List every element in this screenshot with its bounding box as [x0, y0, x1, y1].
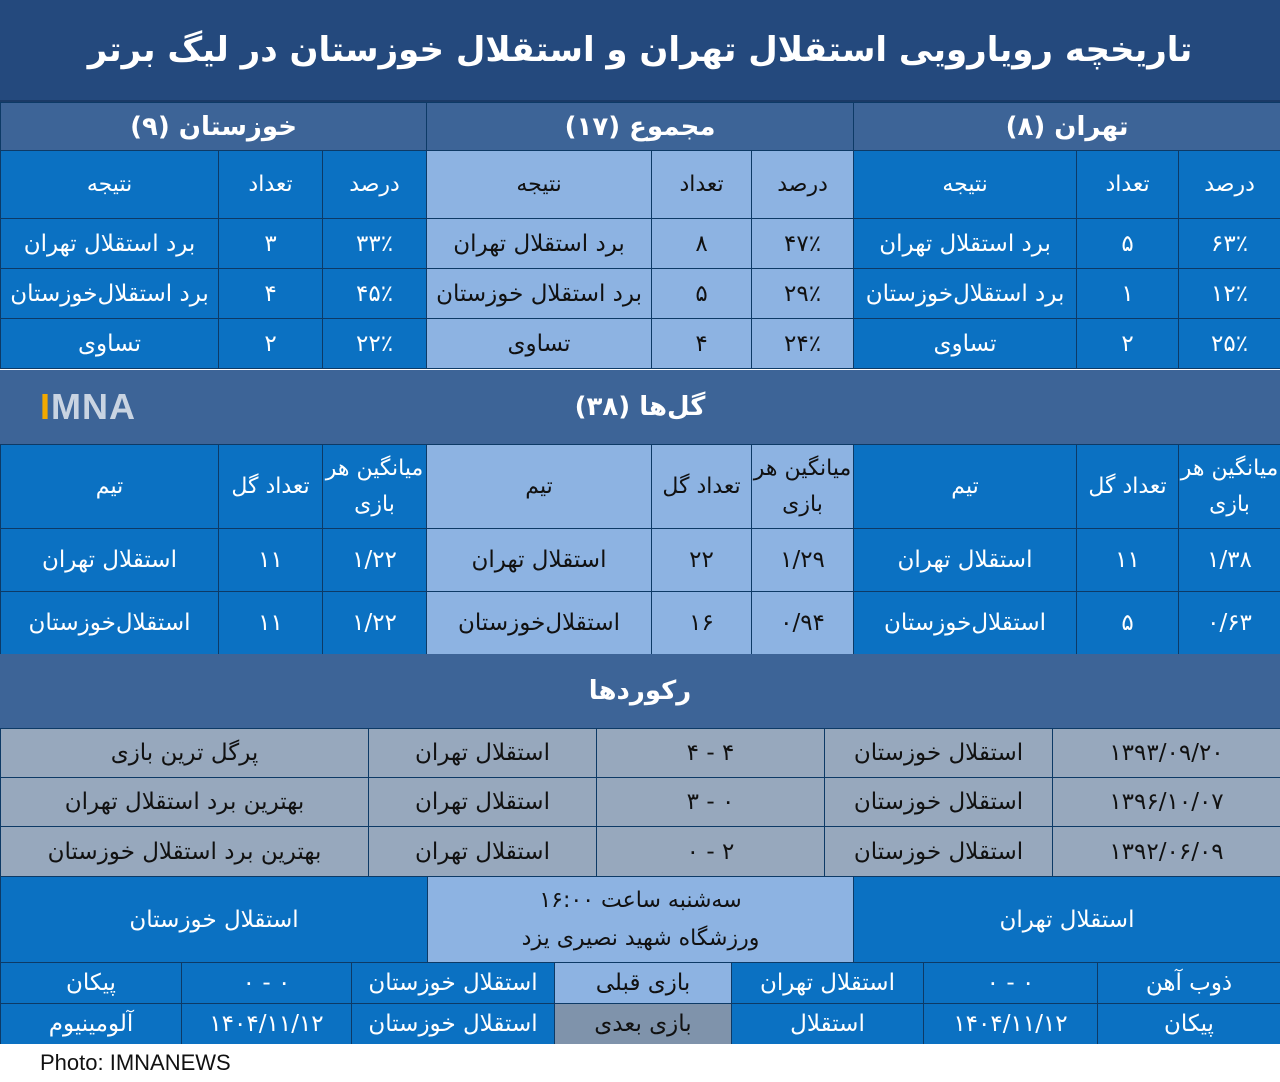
record-venue: استقلال خوزستان: [825, 729, 1053, 778]
record-score: ۰ - ۳: [597, 778, 825, 827]
record-team: استقلال تهران: [369, 827, 597, 877]
record-score: ۴ - ۴: [597, 729, 825, 778]
records-table: [0, 728, 1280, 877]
record-label: بهترین برد استقلال تهران: [1, 778, 369, 827]
photo-credit: [0, 1044, 1280, 1082]
tehran-next-team: استقلال: [732, 1004, 924, 1045]
match-info: [428, 877, 854, 963]
cell-team: استقلال تهران: [427, 529, 652, 592]
table-row: [1, 963, 1280, 1004]
imna-logo: IMNA: [40, 386, 136, 427]
cell-count: ۴: [652, 319, 752, 369]
khuz-next-date: ۱۴۰۴/۱۱/۱۲: [182, 1004, 352, 1045]
cell-count: ۳: [219, 219, 323, 269]
prev-game-label: بازی قبلی: [555, 963, 732, 1004]
cell-result: تساوی: [854, 319, 1077, 369]
photo-credit-text: Photo: IMNANEWS: [40, 1050, 231, 1075]
header-team: تیم: [1, 445, 219, 529]
cell-pct: ۱۲٪: [1179, 269, 1280, 319]
record-date: ۱۳۹۳/۰۹/۲۰: [1053, 729, 1280, 778]
cell-count: ۱۶: [652, 592, 752, 655]
record-venue: استقلال خوزستان: [825, 827, 1053, 877]
cell-count: ۵: [1077, 592, 1179, 655]
match-table: [0, 876, 1280, 963]
record-label: بهترین برد استقلال خوزستان: [1, 827, 369, 877]
cell-result: تساوی: [427, 319, 652, 369]
next-game-label: بازی بعدی: [555, 1004, 732, 1045]
match-away-team: استقلال خوزستان: [1, 877, 428, 963]
header-goal-count: تعداد گل: [219, 445, 323, 529]
table-row: [1, 592, 1280, 655]
cell-avg: ۰/۹۴: [752, 592, 854, 655]
tehran-next-opponent: پیکان: [1098, 1004, 1280, 1045]
table-row: [1, 219, 1280, 269]
cell-avg: ۱/۳۸: [1179, 529, 1280, 592]
cell-avg: ۱/۲۹: [752, 529, 854, 592]
cell-result: برد استقلال تهران: [854, 219, 1077, 269]
cell-pct: ۶۳٪: [1179, 219, 1280, 269]
cell-count: ۵: [652, 269, 752, 319]
tehran-prev-team: استقلال تهران: [732, 963, 924, 1004]
table-row: [1, 778, 1280, 827]
cell-pct: ۲۲٪: [323, 319, 427, 369]
header-count: تعداد: [1077, 151, 1179, 219]
header-count: تعداد: [652, 151, 752, 219]
cell-team: استقلال‌خوزستان: [854, 592, 1077, 655]
header-goal-count: تعداد گل: [1077, 445, 1179, 529]
cell-avg: ۱/۲۲: [323, 529, 427, 592]
cell-team: استقلال‌خوزستان: [1, 592, 219, 655]
record-team: استقلال تهران: [369, 778, 597, 827]
cell-count: ۱۱: [1077, 529, 1179, 592]
cell-team: استقلال‌خوزستان: [427, 592, 652, 655]
header-pct: درصد: [323, 151, 427, 219]
tehran-next-date: ۱۴۰۴/۱۱/۱۲: [924, 1004, 1098, 1045]
cell-count: ۱۱: [219, 529, 323, 592]
cell-pct: ۲۴٪: [752, 319, 854, 369]
header-pct: درصد: [1179, 151, 1280, 219]
header-count: تعداد: [219, 151, 323, 219]
header-avg: میانگین هر بازی: [1179, 445, 1280, 529]
cell-avg: ۱/۲۲: [323, 592, 427, 655]
tehran-prev-opponent: ذوب آهن: [1098, 963, 1280, 1004]
cell-pct: ۳۳٪: [323, 219, 427, 269]
table-row: [1, 269, 1280, 319]
group-khuzestan: خوزستان (۹): [1, 103, 427, 151]
match-stadium: ورزشگاه شهید نصیری یزد: [521, 925, 760, 951]
page-title: تاریخچه رویارویی استقلال تهران و استقلال خوزستان در لیگ برتر: [0, 0, 1280, 102]
table-row: [1, 1004, 1280, 1045]
cell-count: ۱۱: [219, 592, 323, 655]
cell-result: تساوی: [1, 319, 219, 369]
khuz-prev-team: استقلال خوزستان: [352, 963, 555, 1004]
header-goal-count: تعداد گل: [652, 445, 752, 529]
cell-pct: ۴۵٪: [323, 269, 427, 319]
table-row: [1, 827, 1280, 877]
group-total: مجموع (۱۷): [427, 103, 854, 151]
goals-title: گل‌ها (۳۸): [0, 370, 1280, 444]
records-title: رکوردها: [0, 654, 1280, 728]
header-result: نتیجه: [854, 151, 1077, 219]
header-result: نتیجه: [427, 151, 652, 219]
header-result: نتیجه: [1, 151, 219, 219]
record-team: استقلال تهران: [369, 729, 597, 778]
cell-count: ۲: [219, 319, 323, 369]
cell-count: ۱: [1077, 269, 1179, 319]
table-row: [1, 729, 1280, 778]
header-avg: میانگین هر بازی: [752, 445, 854, 529]
cell-result: برد استقلال تهران: [1, 219, 219, 269]
cell-pct: ۲۵٪: [1179, 319, 1280, 369]
header-team: تیم: [854, 445, 1077, 529]
group-tehran: تهران (۸): [854, 103, 1280, 151]
cell-result: برد استقلال خوزستان: [427, 269, 652, 319]
record-venue: استقلال خوزستان: [825, 778, 1053, 827]
cell-result: برد استقلال‌خوزستان: [1, 269, 219, 319]
header-pct: درصد: [752, 151, 854, 219]
cell-count: ۸: [652, 219, 752, 269]
cell-count: ۵: [1077, 219, 1179, 269]
record-score: ۲ - ۰: [597, 827, 825, 877]
cell-result: برد استقلال‌خوزستان: [854, 269, 1077, 319]
cell-avg: ۰/۶۳: [1179, 592, 1280, 655]
table-row: [1, 319, 1280, 369]
goals-table: [0, 444, 1280, 655]
khuz-prev-opponent: پیکان: [1, 963, 182, 1004]
cell-count: ۲: [1077, 319, 1179, 369]
header-team: تیم: [427, 445, 652, 529]
record-date: ۱۳۹۲/۰۶/۰۹: [1053, 827, 1280, 877]
match-time: سه‌شنبه ساعت ۱۶:۰۰: [539, 887, 742, 913]
cell-count: ۴: [219, 269, 323, 319]
cell-team: استقلال تهران: [1, 529, 219, 592]
khuz-next-opponent: آلومینیوم: [1, 1004, 182, 1045]
match-home-team: استقلال تهران: [854, 877, 1280, 963]
cell-count: ۲۲: [652, 529, 752, 592]
record-date: ۱۳۹۶/۱۰/۰۷: [1053, 778, 1280, 827]
results-table: [0, 102, 1280, 369]
khuz-next-team: استقلال خوزستان: [352, 1004, 555, 1045]
cell-result: برد استقلال تهران: [427, 219, 652, 269]
khuz-prev-score: ۰ - ۰: [182, 963, 352, 1004]
cell-pct: ۲۹٪: [752, 269, 854, 319]
fixtures-table: [0, 962, 1280, 1045]
tehran-prev-score: ۰ - ۰: [924, 963, 1098, 1004]
cell-team: استقلال تهران: [854, 529, 1077, 592]
record-label: پرگل ترین بازی: [1, 729, 369, 778]
table-row: [1, 529, 1280, 592]
cell-pct: ۴۷٪: [752, 219, 854, 269]
header-avg: میانگین هر بازی: [323, 445, 427, 529]
